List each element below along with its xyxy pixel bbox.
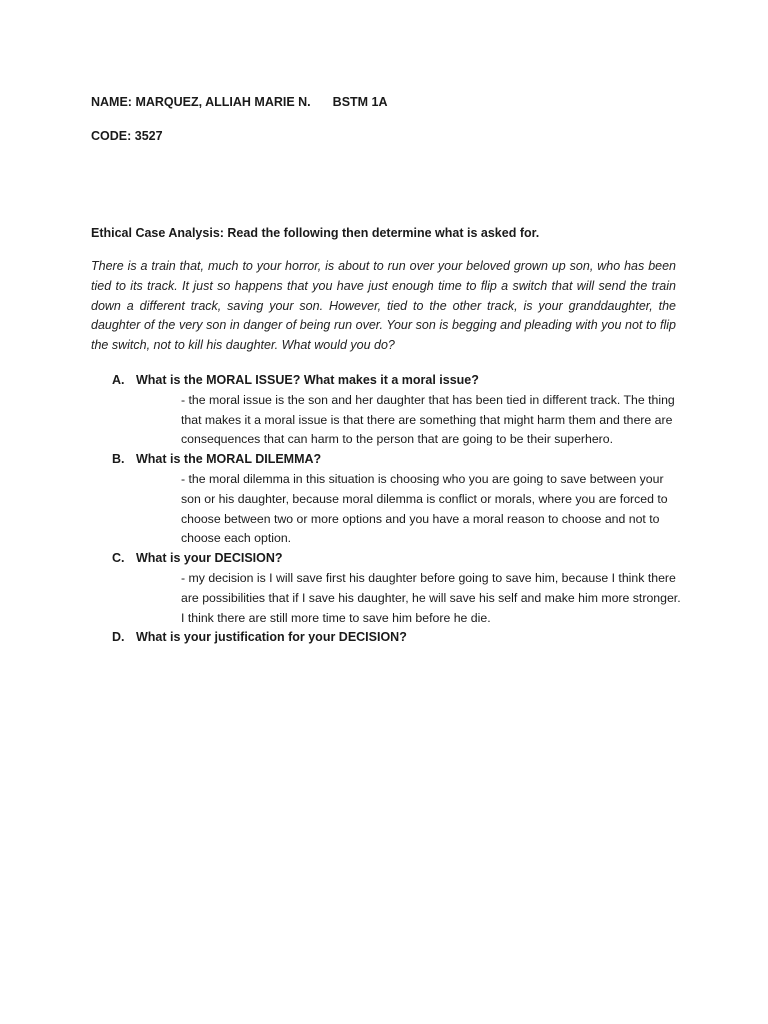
student-code: CODE: 3527: [91, 129, 163, 143]
question-item-a: [112, 371, 682, 450]
question-item-d: [112, 628, 682, 648]
question-text: What is the MORAL ISSUE? What makes it a moral issue?: [136, 373, 479, 387]
question-letter: B.: [112, 452, 125, 467]
questions-list: [112, 371, 682, 648]
question-text: What is your DECISION?: [136, 551, 283, 566]
question-text: What is the MORAL DILEMMA?: [136, 452, 322, 467]
student-name: NAME: MARQUEZ, ALLIAH MARIE N.: [91, 95, 311, 109]
student-section: BSTM 1A: [332, 95, 388, 109]
question-item-c: [112, 549, 682, 628]
student-name-line: [91, 95, 388, 109]
case-paragraph: There is a train that, much to your horror, is about to run over your beloved grown up son, who has been tied to its track. It just so happens that you have just enough time to flip a switch that will send the train down a different track, saving your son. However, tied to the other track, is your granddaughter, the daughter of the very son in danger of being run over. Your son is begging and pleading with you not to flip the switch, not to kill his daughter. What would you do?: [91, 259, 676, 353]
question-letter: D.: [112, 630, 125, 645]
question-item-b: [112, 450, 682, 549]
answer-text: - the moral issue is the son and her daughter that has been tied in different track. The thing that makes it a moral issue is that there are something that might harm them and there are consequences that can harm to the person that are going to be their superhero.: [181, 392, 675, 447]
answer-text: - my decision is I will save first his daughter before going to save him, because I think there are possibilities that if I save his daughter, he will save his self and make him more stronger. I think there are still more time to save him before he die.: [181, 570, 681, 625]
question-heading: [112, 628, 682, 648]
question-heading: [112, 549, 682, 569]
answer-text: - the moral dilemma in this situation is choosing who you are going to save between your son or his daughter, because moral dilemma is conflict or morals, where you are forced to choose between two or more options and you have a moral reason to choose and not to choose each option.: [181, 471, 668, 546]
question-letter: C.: [112, 551, 125, 566]
question-heading: [112, 371, 682, 391]
question-text: What is your justification for your DECISION?: [136, 630, 407, 645]
document-title: Ethical Case Analysis: Read the following then determine what is asked for.: [91, 226, 540, 240]
question-heading: [112, 450, 682, 470]
question-letter: A.: [112, 373, 125, 387]
